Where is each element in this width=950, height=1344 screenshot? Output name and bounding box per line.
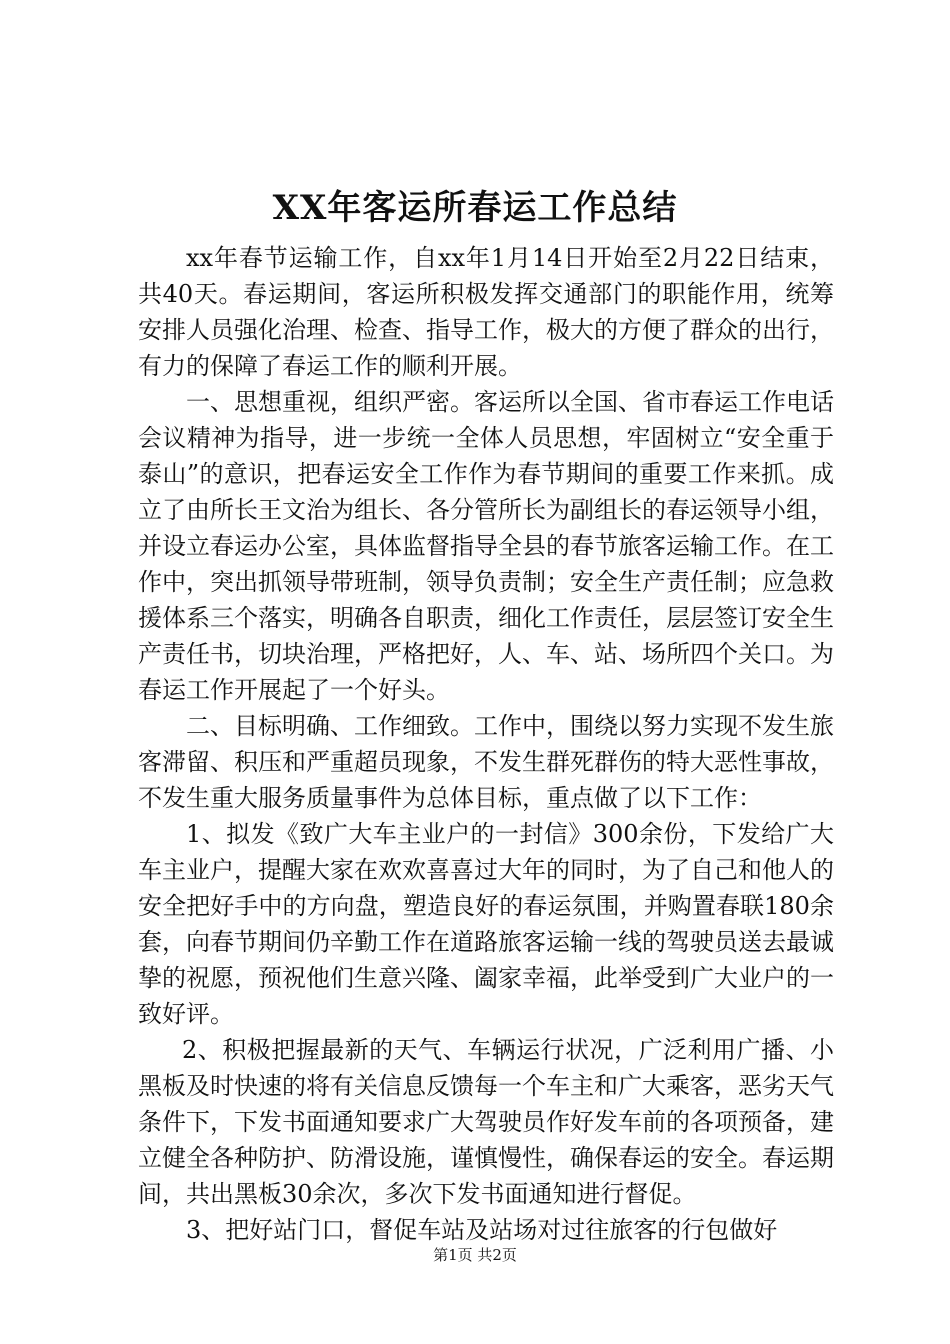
paragraph-item-3: 3、把好站门口，督促车站及站场对过往旅客的行包做好 bbox=[186, 1216, 778, 1244]
page-number-footer: 第1页 共2页 bbox=[433, 1246, 517, 1264]
document-title: XX年客运所春运工作总结 bbox=[272, 188, 678, 228]
document-body bbox=[138, 240, 834, 1248]
paragraph-section-1: 一、思想重视，组织严密。客运所以全国、省市春运工作电话会议精神为指导，进一步统一全体人员思想，牢固树立“安全重于泰山”的意识，把春运安全工作作为春节期间的重要工作来抓。成立了由所长王文治为组长、各分管所长为副组长的春运领导小组，并设立春运办公室，具体监督指导全县的春节旅客运输工作。在工作中，突出抓领导带班制，领导负责制；安全生产责任制；应急救援体系三个落实，明确各自职责，细化工作责任，层层签订安全生产责任书，切块治理，严格把好，人、车、站、场所四个关口。为春运工作开展起了一个好头。 bbox=[138, 388, 834, 704]
paragraph-section-2: 二、目标明确、工作细致。工作中，围绕以努力实现不发生旅客滞留、积压和严重超员现象，不发生群死群伤的特大恶性事故，不发生重大服务质量事件为总体目标，重点做了以下工作： bbox=[138, 712, 834, 812]
paragraph-item-2: 2、积极把握最新的天气、车辆运行状况，广泛利用广播、小黑板及时快速的将有关信息反馈每一个车主和广大乘客，恶劣天气条件下，下发书面通知要求广大驾驶员作好发车前的各项预备，建立健全各种防护、防滑设施，谨慎慢性，确保春运的安全。春运期间，共出黑板30余次，多次下发书面通知进行督促。 bbox=[138, 1036, 834, 1208]
paragraph-item-1: 1、拟发《致广大车主业户的一封信》300余份，下发给广大车主业户，提醒大家在欢欢喜喜过大年的同时，为了自己和他人的安全把好手中的方向盘，塑造良好的春运氛围，并购置春联180余套，向春节期间仍辛勤工作在道路旅客运输一线的驾驶员送去最诚挚的祝愿，预祝他们生意兴隆、阖家幸福，此举受到广大业户的一致好评。 bbox=[138, 820, 834, 1028]
paragraph-intro: xx年春节运输工作，自xx年1月14日开始至2月22日结束，共40天。春运期间，客运所积极发挥交通部门的职能作用，统筹安排人员强化治理、检查、指导工作，极大的方便了群众的出行，有力的保障了春运工作的顺利开展。 bbox=[138, 244, 834, 380]
